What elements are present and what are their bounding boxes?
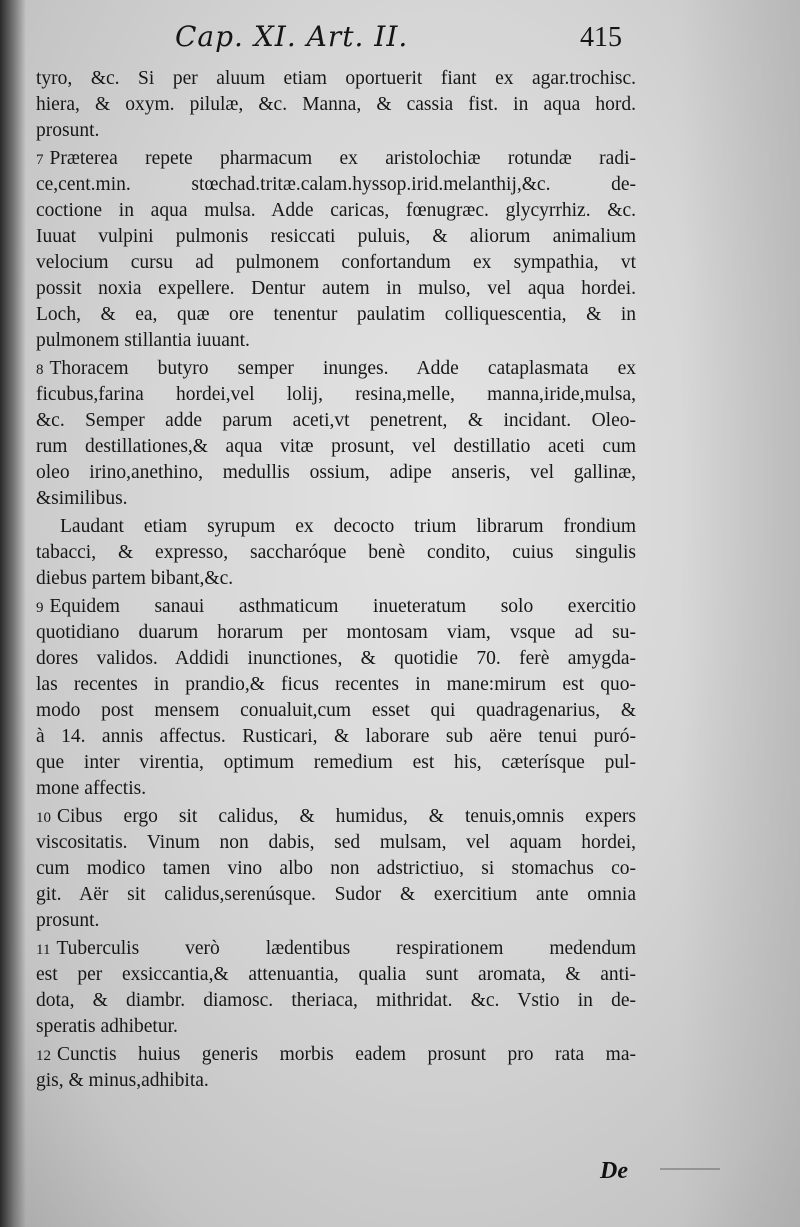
text-line: Præterea repete pharmacum ex aristolochiæ rotundæ radi- [49, 148, 636, 169]
text-line: Cibus ergo sit calidus, & humidus, & tenuis,omnis expers [57, 806, 636, 827]
line [36, 486, 636, 512]
line [36, 566, 636, 592]
text-line: &c. Semper adde parum aceti,vt penetrent, & incidant. Oleo- [36, 410, 636, 431]
line [36, 250, 636, 276]
text-line: que inter virentia, optimum remedium est his, cæterísque pul- [36, 752, 636, 773]
paragraph [36, 356, 636, 512]
line [36, 328, 636, 354]
text-line: speratis adhibetur. [36, 1016, 178, 1037]
line [36, 434, 636, 460]
text-line: &similibus. [36, 488, 128, 509]
line [36, 804, 636, 830]
text-line: diebus partem bibant,&c. [36, 568, 234, 589]
line [36, 908, 636, 934]
line [36, 988, 636, 1014]
body-text [36, 66, 636, 1094]
paragraph [36, 594, 636, 802]
line [36, 276, 636, 302]
text-line: Thoracem butyro semper inunges. Adde cataplasmata ex [49, 358, 636, 379]
text-line: git. Aër sit calidus,serenúsque. Sudor & exercitium ante omnia [36, 884, 636, 905]
line [36, 356, 636, 382]
paragraph-number: 10 [36, 810, 51, 826]
line [36, 1042, 636, 1068]
text-line: coctione in aqua mulsa. Adde caricas, fœnugræc. glycyrrhiz. &c. [36, 200, 636, 221]
show-through-bleed [680, 0, 800, 1227]
text-line: Cunctis huius generis morbis eadem prosunt pro rata ma- [57, 1044, 636, 1065]
text-line: oleo irino,anethino, medullis ossium, adipe anseris, vel gallinæ, [36, 462, 636, 483]
text-line: à 14. annis affectus. Rusticari, & laborare sub aëre tenui puró- [36, 726, 636, 747]
line [36, 92, 636, 118]
paragraph [36, 1042, 636, 1094]
text-line: est per exsiccantia,& attenuantia, qualia sunt aromata, & anti- [36, 964, 636, 985]
line [36, 698, 636, 724]
paragraph-number: 9 [36, 600, 44, 616]
line [36, 302, 636, 328]
page-gutter-shadow [0, 0, 26, 1227]
line [36, 172, 636, 198]
text-line: Equidem sanaui asthmaticum inueteratum solo exercitio [49, 596, 636, 617]
line [36, 66, 636, 92]
text-line: pulmonem stillantia iuuant. [36, 330, 250, 351]
line [36, 750, 636, 776]
text-line: prosunt. [36, 910, 100, 931]
paragraph [36, 66, 636, 144]
paragraph-number: 11 [36, 942, 51, 958]
text-line: tabacci, & expresso, saccharóque benè condito, cuius singulis [36, 542, 636, 563]
text-line: las recentes in prandio,& ficus recentes in mane:mirum est quo- [36, 674, 636, 695]
text-line: possit noxia expellere. Dentur autem in mulso, vel aqua hordei. [36, 278, 636, 299]
line [36, 856, 636, 882]
text-line: ficubus,farina hordei,vel lolij, resina,melle, manna,iride,mulsa, [36, 384, 636, 405]
text-line: ce,cent.min. stœchad.tritæ.calam.hyssop.irid.melanthij,&c. de- [36, 174, 636, 195]
text-line: cum modico tamen vino albo non adstrictiuo, si stomachus co- [36, 858, 636, 879]
paragraph [36, 936, 636, 1040]
line [36, 646, 636, 672]
text-line: Loch, & ea, quæ ore tenentur paulatim colliquescentia, & in [36, 304, 636, 325]
line [36, 408, 636, 434]
line [36, 620, 636, 646]
paragraph [36, 514, 636, 592]
line [36, 514, 636, 540]
line [36, 224, 636, 250]
text-line: mone affectis. [36, 778, 147, 799]
text-line: dota, & diambr. diamosc. theriaca, mithridat. &c. Vstio in de- [36, 990, 636, 1011]
line [36, 1068, 636, 1094]
paragraph [36, 804, 636, 934]
text-line: Tuberculis verò lædentibus respirationem medendum [56, 938, 636, 959]
line [36, 962, 636, 988]
line [36, 724, 636, 750]
text-line: dores validos. Addidi inunctiones, & quotidie 70. ferè amygda- [36, 648, 636, 669]
text-line: prosunt. [36, 120, 100, 141]
catchword: De [600, 1158, 628, 1184]
text-line: gis, & minus,adhibita. [36, 1070, 209, 1091]
text-line: viscositatis. Vinum non dabis, sed mulsam, vel aquam hordei, [36, 832, 636, 853]
paragraph [36, 146, 636, 354]
line [36, 776, 636, 802]
page-number: 415 [580, 22, 622, 53]
line [36, 118, 636, 144]
text-line: Iuuat vulpini pulmonis resiccati puluis, & aliorum animalium [36, 226, 636, 247]
ink-smudge [660, 1168, 720, 1170]
text-line: hiera, & oxym. pilulæ, &c. Manna, & cassia fist. in aqua hord. [36, 94, 636, 115]
text-line: velocium cursu ad pulmonem confortandum ex sympathia, vt [36, 252, 636, 273]
text-line: rum destillationes,& aqua vitæ prosunt, vel destillatio aceti cum [36, 436, 636, 457]
line [36, 382, 636, 408]
paragraph-number: 7 [36, 152, 44, 168]
text-line: quotidiano duarum horarum per montosam viam, vsque ad su- [36, 622, 636, 643]
running-head: Cap. XI. Art. II. [175, 20, 409, 53]
line [36, 198, 636, 224]
line [36, 460, 636, 486]
line [36, 594, 636, 620]
line [36, 540, 636, 566]
line [36, 1014, 636, 1040]
text-line: Laudant etiam syrupum ex decocto trium librarum frondium [60, 516, 636, 537]
line [36, 936, 636, 962]
paragraph-number: 8 [36, 362, 44, 378]
line [36, 672, 636, 698]
line [36, 882, 636, 908]
paragraph-number: 12 [36, 1048, 51, 1064]
line [36, 146, 636, 172]
text-line: modo post mensem conualuit,cum esset qui quadragenarius, & [36, 700, 636, 721]
text-line: tyro, &c. Si per aluum etiam oportuerit fiant ex agar.trochisc. [36, 68, 636, 89]
line [36, 830, 636, 856]
